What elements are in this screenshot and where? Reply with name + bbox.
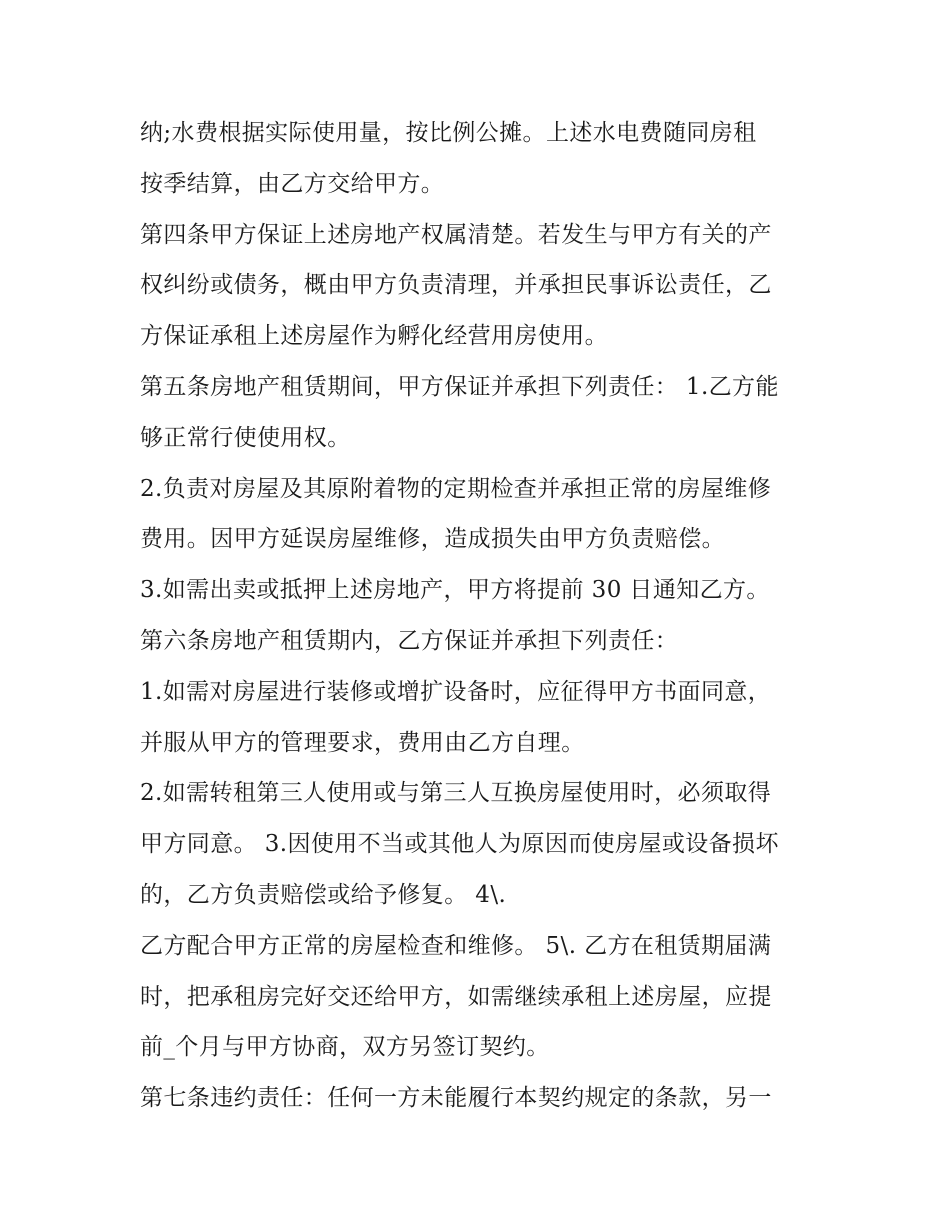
text-line: 3.如需出卖或抵押上述房地产，甲方将提前 30 日通知乙方。 [140,577,770,604]
text-line: 2.负责对房屋及其原附着物的定期检查并承担正常的房屋维修 [140,475,772,502]
text-line: 并服从甲方的管理要求，费用由乙方自理。 [140,729,585,756]
text-line: 1.如需对房屋进行装修或增扩设备时，应征得甲方书面同意， [140,678,772,705]
text-line: 时，把承租房完好交还给甲方，如需继续承租上述房屋，应提 [140,983,772,1010]
text-line: 2.如需转租第三人使用或与第三人互换房屋使用时，必须取得 [140,780,772,807]
text-line: 够正常行使使用权。 [140,424,351,451]
document-body [140,108,820,1124]
text-line: 权纠纷或债务，概由甲方负责清理，并承担民事诉讼责任，乙 [140,272,772,299]
article-4-line: 第四条甲方保证上述房地产权属清楚。若发生与甲方有关的产 [140,221,772,248]
text-line: 甲方同意。 3.因使用不当或其他人为原因而使房屋或设备损坏 [140,831,779,858]
text-line: 纳;水费根据实际使用量，按比例公摊。上述水电费随同房租 [140,120,757,146]
text-line: 乙方配合甲方正常的房屋检查和维修。 5\. 乙方在租赁期届满 [140,932,772,959]
text-line: 费用。因甲方延误房屋维修，造成损失由甲方负责赔偿。 [140,526,725,553]
text-line: 的，乙方负责赔偿或给予修复。 4\. [140,881,507,908]
article-6-line: 第六条房地产租赁期内，乙方保证并承担下列责任： [140,627,679,654]
text-line: 前_个月与甲方协商，双方另签订契约。 [140,1034,550,1061]
article-7-line: 第七条违约责任：任何一方未能履行本契约规定的条款，另一 [140,1085,772,1112]
text-line: 按季结算，由乙方交给甲方。 [140,170,445,197]
article-5-line: 第五条房地产租赁期间，甲方保证并承担下列责任： 1.乙方能 [140,373,779,400]
text-line: 方保证承租上述房屋作为孵化经营用房使用。 [140,323,608,350]
